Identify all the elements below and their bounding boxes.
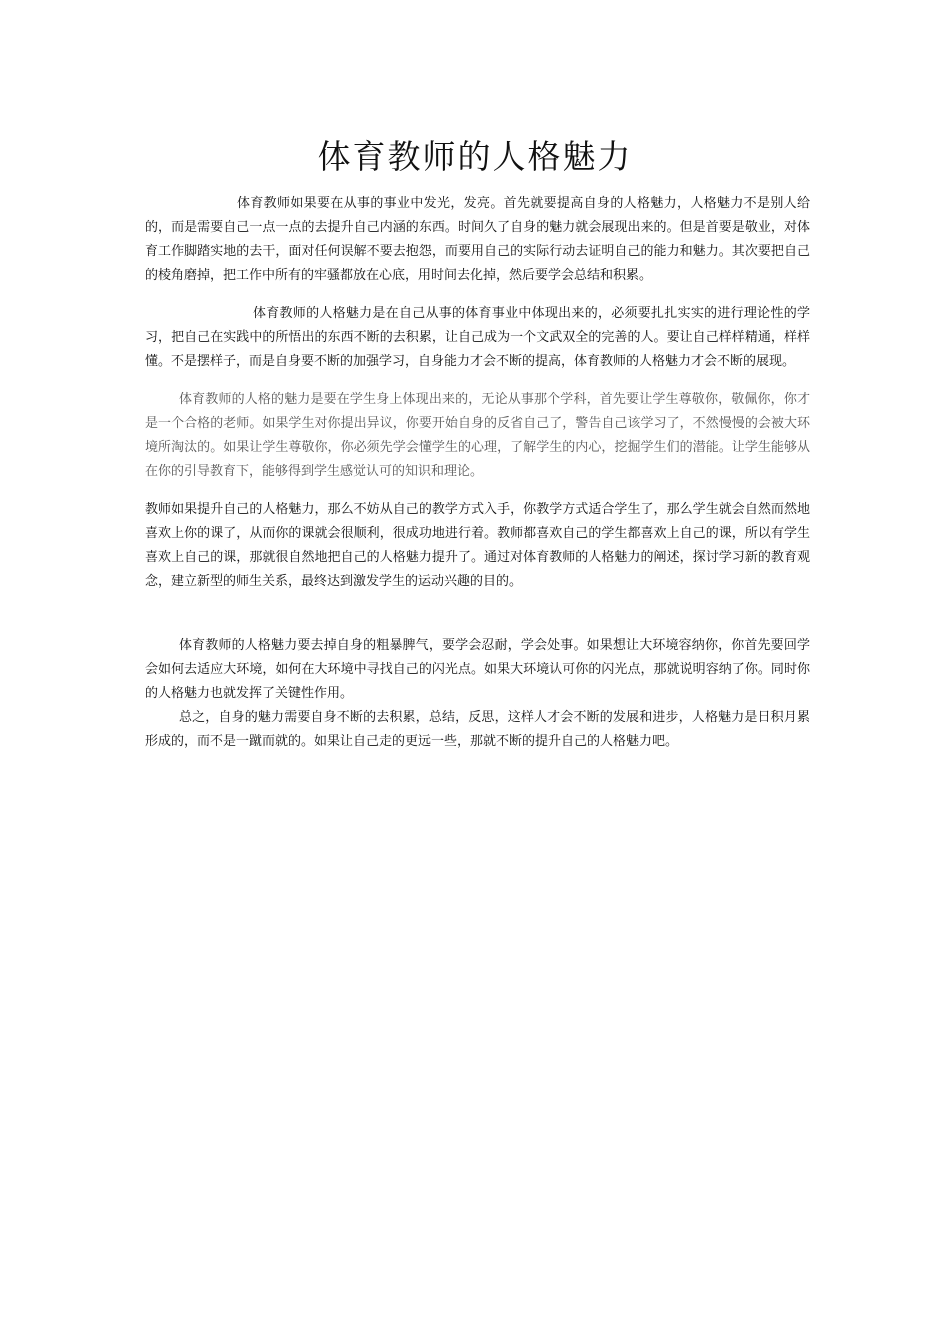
paragraph-4: 教师如果提升自己的人格魅力，那么不妨从自己的教学方式入手，你教学方式适合学生了，那么学生就会自然而然地喜欢上你的课了，从而你的课就会很顺利，很成功地进行着。教师都喜欢自己的学生都喜欢上自己的课，所以有学生喜欢上自己的课，那就很自然地把自己的人格魅力提升了。通过对体育教师的人格魅力的阐述，探讨学习新的教育观念，建立新型的师生关系，最终达到激发学生的运动兴趣的目的。: [145, 502, 810, 589]
paragraph-3: 体育教师的人格的魅力是要在学生身上体现出来的，无论从事那个学科，首先要让学生尊敬你，敬佩你，你才是一个合格的老师。如果学生对你提出异议，你要开始自身的反省自己了，警告自己该学习了，不然慢慢的会被大环境所淘汰的。如果让学生尊敬你，你必须先学会懂学生的心理，了解学生的内心，挖掘学生们的潜能。让学生能够从在你的引导教育下，能够得到学生感觉认可的知识和理论。: [145, 392, 810, 479]
paragraph-5: 体育教师的人格魅力要去掉自身的粗暴脾气，要学会忍耐，学会处事。如果想让大环境容纳你，你首先要回学会如何去适应大环境，如何在大环境中寻找自己的闪光点。如果大环境认可你的闪光点，那就说明容纳了你。同时你的人格魅力也就发挥了关键性作用。: [145, 638, 810, 701]
document-title: 体育教师的人格魅力: [317, 137, 633, 176]
paragraph-2: 体育教师的人格魅力是在自己从事的体育事业中体现出来的，必须要扎扎实实的进行理论性的学习，把自己在实践中的所悟出的东西不断的去积累，让自己成为一个文武双全的完善的人。要让自己样样精通，样样懂。不是摆样子，而是自身要不断的加强学习，自身能力才会不断的提高，体育教师的人格魅力才会不断的展现。: [145, 306, 810, 369]
document-body: [145, 192, 810, 754]
paragraph-6: 总之，自身的魅力需要自身不断的去积累，总结，反思，这样人才会不断的发展和进步，人格魅力是日积月累形成的，而不是一蹴而就的。如果让自己走的更远一些，那就不断的提升自己的人格魅力吧。: [145, 710, 810, 749]
paragraph-1: 体育教师如果要在从事的事业中发光，发亮。首先就要提高自身的人格魅力，人格魅力不是别人给的，而是需要自己一点一点的去提升自己内涵的东西。时间久了自身的魅力就会展现出来的。但是首要是敬业，对体育工作脚踏实地的去干，面对任何误解不要去抱怨，而要用自己的实际行动去证明自己的能力和魅力。其次要把自己的棱角磨掉，把工作中所有的牢骚都放在心底，用时间去化掉，然后要学会总结和积累。: [145, 196, 810, 283]
